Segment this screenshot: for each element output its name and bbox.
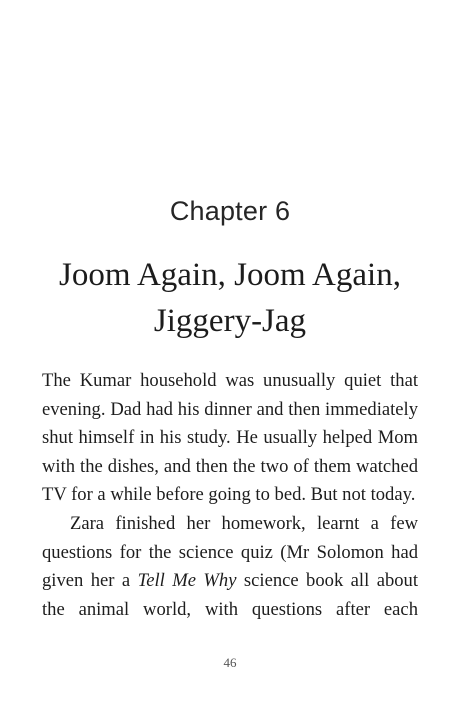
paragraph-1: The Kumar household was unusually quiet that evening. Dad had his dinner and then immediately shut himself in his study. He usually helped Mom with the dishes, and then the two of them watched TV for a while before going to bed. But not today. xyxy=(42,370,418,506)
paragraph-2 xyxy=(42,510,418,624)
paragraph-2-text-after: science book all about the animal world, with questions after each xyxy=(42,570,419,620)
book-title-italic: Tell Me Why xyxy=(137,570,237,592)
paragraph-2-text-before: Zara finished her homework, learnt a few questions for the science quiz (Mr Solomon had given her a xyxy=(42,512,418,592)
body-text xyxy=(42,367,418,624)
chapter-title-line-2: Jiggery-Jag xyxy=(153,303,307,339)
chapter-title xyxy=(0,252,460,344)
chapter-number: Chapter 6 xyxy=(169,196,291,226)
page-number: 46 xyxy=(223,655,237,670)
chapter-title-line-1: Joom Again, Joom Again, xyxy=(59,257,401,293)
